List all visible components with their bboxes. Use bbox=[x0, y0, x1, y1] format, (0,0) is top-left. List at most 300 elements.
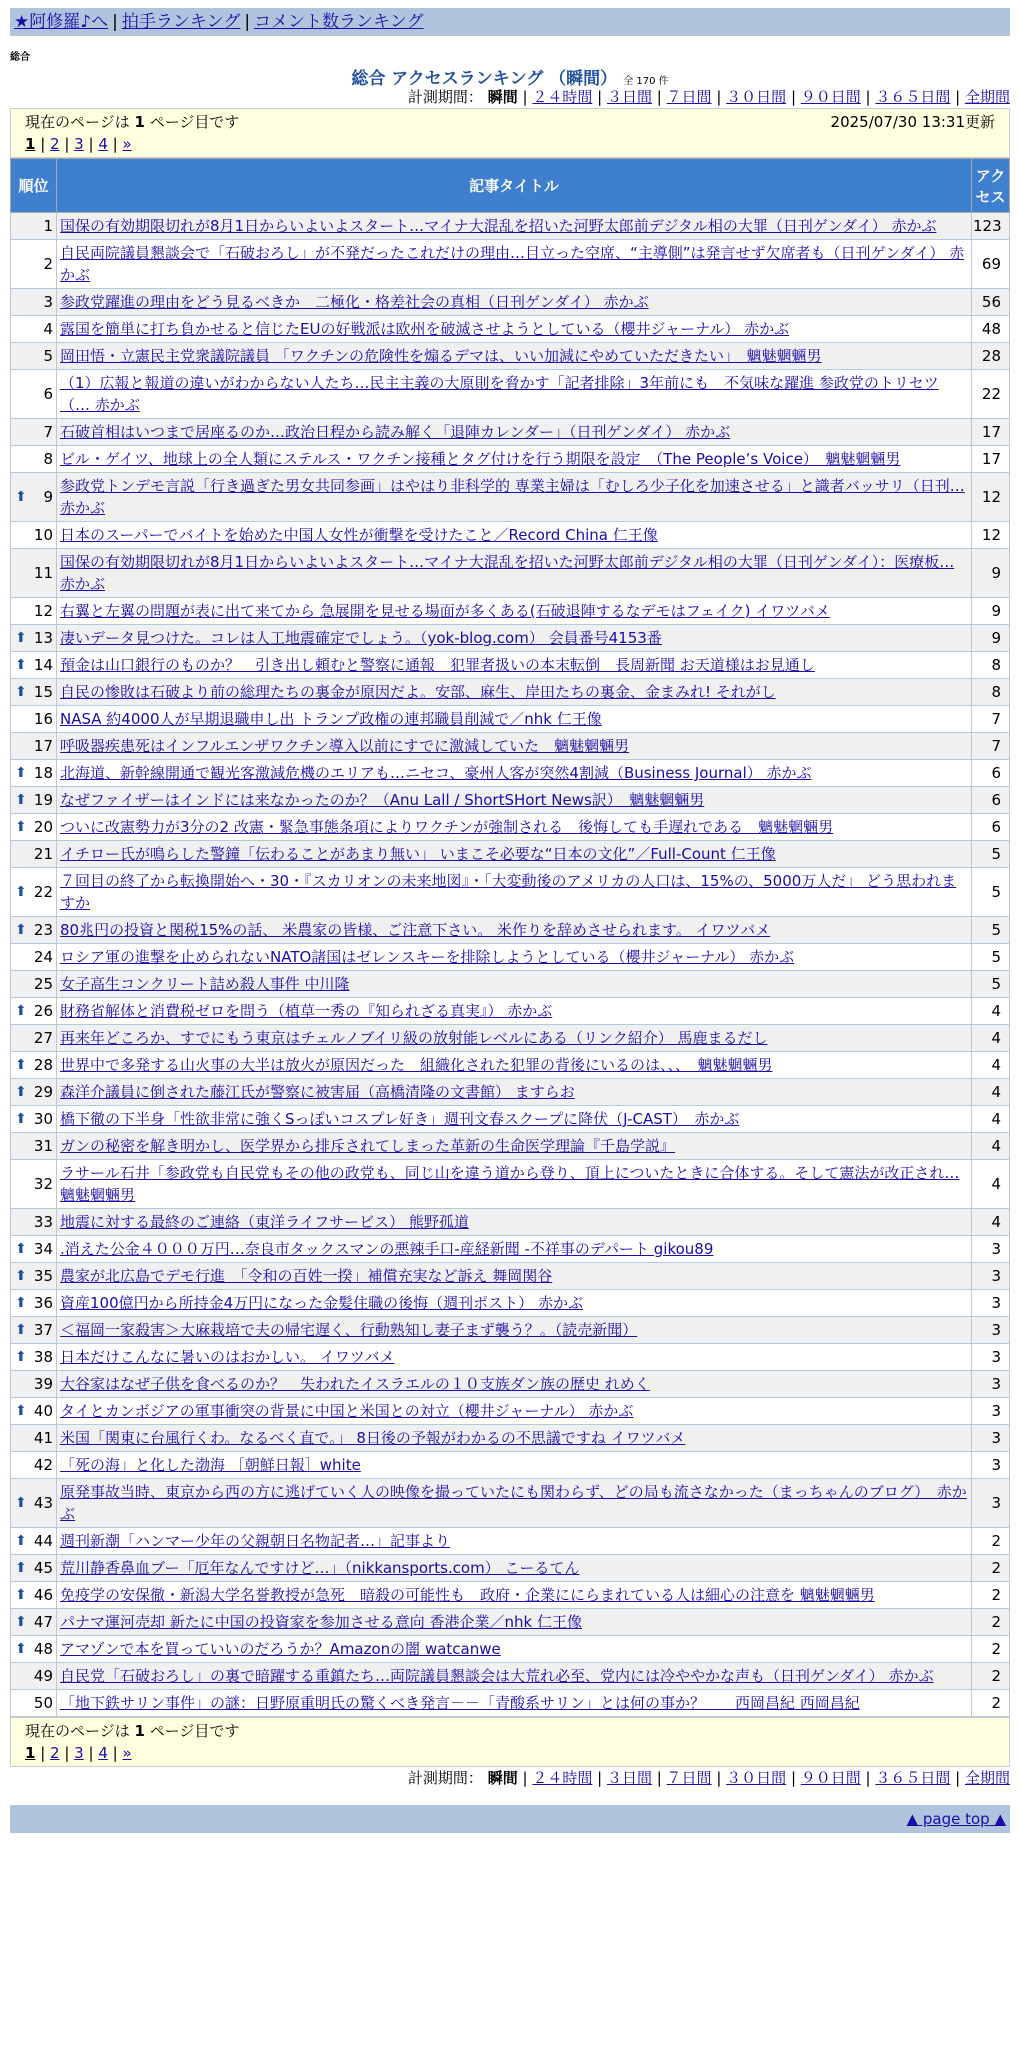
separator: | bbox=[59, 135, 75, 153]
table-row bbox=[11, 316, 1010, 343]
page-link[interactable]: 2 bbox=[50, 1744, 60, 1762]
article-title-link[interactable]: 日本だけこんなに暑いのはおかしい。 イワツバメ bbox=[60, 1348, 395, 1366]
access-count: 12 bbox=[972, 473, 1010, 522]
access-count: 5 bbox=[972, 944, 1010, 971]
period-option-link[interactable]: ３６５日間 bbox=[875, 88, 951, 106]
title-cell bbox=[57, 1209, 972, 1236]
table-row bbox=[11, 733, 1010, 760]
table-row bbox=[11, 760, 1010, 787]
item-count: 全 170 件 bbox=[623, 76, 669, 87]
rank-number: 11 bbox=[33, 564, 53, 582]
access-count: 5 bbox=[972, 917, 1010, 944]
article-title-link[interactable]: 女子高生コンクリート詰め殺人事件 中川隆 bbox=[60, 975, 350, 993]
article-title-link[interactable]: 自民党「石破おろし」の裏で暗躍する重鎮たち…両院議員懇談会は大荒れ必至、党内には冷ややかな声も（日刊ゲンダイ） 赤かぶ bbox=[60, 1667, 934, 1685]
rank-cell bbox=[11, 1160, 57, 1209]
table-row bbox=[11, 1479, 1010, 1528]
rank-up-arrow-icon: ⬆ bbox=[15, 1495, 27, 1511]
table-row bbox=[11, 1263, 1010, 1290]
table-row bbox=[11, 240, 1010, 289]
rank-number: 27 bbox=[33, 1029, 53, 1047]
article-title-link[interactable]: 露国を簡単に打ち負かせると信じたEUの好戦派は欧州を破滅させようとしている（櫻井ジャーナル） 赤かぶ bbox=[60, 320, 790, 338]
page-status: 現在のページは 1 ページ目です bbox=[25, 113, 240, 131]
access-count: 3 bbox=[972, 1263, 1010, 1290]
article-title-link[interactable]: 凄いデータ見つけた。コレは人工地震確定でしょう。（yok-blog.com） 会員番号4153番 bbox=[60, 629, 662, 647]
article-title-link[interactable]: 北海道、新幹線開通で観光客激減危機のエリアも…ニセコ、豪州人客が突然4割減（Business Journal） 赤かぶ bbox=[60, 764, 812, 782]
rank-number: 48 bbox=[33, 1640, 53, 1658]
title-cell bbox=[57, 343, 972, 370]
breadcrumb: 総合 bbox=[10, 52, 30, 63]
period-current: 瞬間 bbox=[487, 1769, 518, 1787]
article-title-link[interactable]: 森洋介議員に倒された藤江氏が警察に被害届（高橋清隆の文書館） ますらお bbox=[60, 1083, 575, 1101]
table-row bbox=[11, 1290, 1010, 1317]
table-row bbox=[11, 473, 1010, 522]
rank-up-arrow-icon: ⬆ bbox=[15, 1322, 27, 1338]
table-row bbox=[11, 625, 1010, 652]
rank-cell bbox=[11, 1209, 57, 1236]
rank-number: 3 bbox=[43, 293, 53, 311]
title-cell bbox=[57, 998, 972, 1025]
rank-number: 4 bbox=[43, 320, 53, 338]
access-count: 3 bbox=[972, 1398, 1010, 1425]
table-row bbox=[11, 787, 1010, 814]
article-title-link[interactable]: 週刊新潮「ハンマー少年の父親朝日名物記者…」記事より bbox=[60, 1532, 451, 1550]
rank-up-arrow-icon: ⬆ bbox=[15, 1641, 27, 1657]
access-count: 7 bbox=[972, 706, 1010, 733]
rank-cell bbox=[11, 971, 57, 998]
title-cell bbox=[57, 944, 972, 971]
period-option-link[interactable]: ７日間 bbox=[666, 1769, 712, 1787]
rank-number: 25 bbox=[33, 975, 53, 993]
access-count: 8 bbox=[972, 652, 1010, 679]
title-cell bbox=[57, 1528, 972, 1555]
title-cell bbox=[57, 1582, 972, 1609]
rank-cell bbox=[11, 841, 57, 868]
period-option-link[interactable]: ３日間 bbox=[606, 88, 652, 106]
access-count: 4 bbox=[972, 1209, 1010, 1236]
access-count: 3 bbox=[972, 1371, 1010, 1398]
access-count: 17 bbox=[972, 419, 1010, 446]
table-row bbox=[11, 213, 1010, 240]
page-current: 1 bbox=[25, 1744, 36, 1762]
table-row bbox=[11, 1371, 1010, 1398]
rank-number: 50 bbox=[33, 1694, 53, 1712]
article-title-link[interactable]: 「地下鉄サリン事件」の謎：日野原重明氏の驚くべき発言－－「青酸系サリン」とは何の事か？ 西岡昌紀 西岡昌紀 bbox=[60, 1694, 860, 1712]
period-selector-bottom bbox=[10, 1767, 1010, 1789]
access-count: 9 bbox=[972, 598, 1010, 625]
title-cell bbox=[57, 1609, 972, 1636]
access-count: 5 bbox=[972, 868, 1010, 917]
article-title-link[interactable]: 大谷家はなぜ子供を食べるのか？ 失われたイスラエルの１０支族ダン族の歴史 れめく bbox=[60, 1375, 650, 1393]
article-title-link[interactable]: タイとカンボジアの軍事衝突の背景に中国と米国との対立（櫻井ジャーナル） 赤かぶ bbox=[60, 1402, 634, 1420]
separator: | bbox=[522, 1769, 533, 1787]
rank-number: 23 bbox=[33, 921, 53, 939]
article-title-link[interactable]: 資産100億円から所持金4万円になった金髪住職の後悔（週刊ポスト） 赤かぶ bbox=[60, 1294, 583, 1312]
rank-number: 44 bbox=[33, 1532, 53, 1550]
access-count: 22 bbox=[972, 370, 1010, 419]
title-cell bbox=[57, 706, 972, 733]
title-cell bbox=[57, 1025, 972, 1052]
table-row bbox=[11, 868, 1010, 917]
rank-cell bbox=[11, 998, 57, 1025]
table-row bbox=[11, 1209, 1010, 1236]
article-title-link[interactable]: パナマ運河売却 新たに中国の投資家を参加させる意向 香港企業／nhk 仁王像 bbox=[60, 1613, 583, 1631]
page-status: 現在のページは 1 ページ目です bbox=[25, 1722, 240, 1740]
title-cell bbox=[57, 1290, 972, 1317]
access-count: 17 bbox=[972, 446, 1010, 473]
period-option-link[interactable]: 全期間 bbox=[964, 1769, 1010, 1787]
rank-number: 8 bbox=[43, 450, 53, 468]
page-link[interactable]: 2 bbox=[50, 135, 60, 153]
separator: | bbox=[35, 1744, 51, 1762]
access-count: 56 bbox=[972, 289, 1010, 316]
table-row bbox=[11, 1636, 1010, 1663]
article-title-link[interactable]: 80兆円の投資と関税15%の話、 米農家の皆様、ご注意下さい。 米作りを辞めさせられます。 イワツバメ bbox=[60, 921, 771, 939]
separator: | bbox=[860, 1769, 876, 1787]
page-link[interactable]: 3 bbox=[74, 1744, 84, 1762]
rank-up-arrow-icon: ⬆ bbox=[15, 1403, 27, 1419]
rank-cell bbox=[11, 1398, 57, 1425]
article-title-link[interactable]: ビル・ゲイツ、地球上の全人類にステルス・ワクチン接種とタグ付けを行う期限を設定 （The People’s Voice） 魑魅魍魎男 bbox=[60, 450, 901, 468]
access-count: 28 bbox=[972, 343, 1010, 370]
rank-number: 1 bbox=[43, 217, 53, 235]
rank-up-arrow-icon: ⬆ bbox=[15, 684, 27, 700]
title-cell bbox=[57, 1052, 972, 1079]
period-option-link[interactable]: ２４時間 bbox=[532, 1769, 593, 1787]
access-count: 12 bbox=[972, 522, 1010, 549]
title-cell bbox=[57, 971, 972, 998]
access-count: 5 bbox=[972, 971, 1010, 998]
rank-up-arrow-icon: ⬆ bbox=[15, 489, 27, 505]
rank-number: 46 bbox=[33, 1586, 53, 1604]
top-nav-bar bbox=[10, 8, 1010, 36]
title-header: 記事タイトル bbox=[57, 159, 972, 213]
period-label: 計測期間： bbox=[407, 88, 483, 106]
article-title-link[interactable]: .消えた公金４０００万円…奈良市タックスマンの悪辣手口-産経新聞 -不祥事のデパート gikou89 bbox=[60, 1240, 714, 1258]
nav-home-link[interactable]: ★阿修羅♪へ bbox=[14, 12, 109, 32]
rank-number: 13 bbox=[33, 629, 53, 647]
article-title-link[interactable]: 再来年どころか、すでにもう東京はチェルノブイリ級の放射能レベルにある（リンク紹介） 馬鹿まるだし bbox=[60, 1029, 768, 1047]
rank-cell bbox=[11, 240, 57, 289]
access-count: 9 bbox=[972, 625, 1010, 652]
access-count: 2 bbox=[972, 1663, 1010, 1690]
table-row bbox=[11, 289, 1010, 316]
access-count: 6 bbox=[972, 760, 1010, 787]
rank-cell bbox=[11, 1528, 57, 1555]
period-option-link[interactable]: 全期間 bbox=[964, 88, 1010, 106]
rank-number: 12 bbox=[33, 602, 53, 620]
title-cell bbox=[57, 598, 972, 625]
rank-number: 5 bbox=[43, 347, 53, 365]
period-option-link[interactable]: ９０日間 bbox=[800, 88, 861, 106]
access-count: 2 bbox=[972, 1555, 1010, 1582]
page-title-text: 総合 アクセスランキング （瞬間） bbox=[351, 69, 618, 89]
rank-cell bbox=[11, 787, 57, 814]
article-title-link[interactable]: 国保の有効期限切れが8月1日からいよいよスタート…マイナ大混乱を招いた河野太郎前デジタル相の大罪（日刊ゲンダイ）：医療板… 赤かぶ bbox=[60, 553, 955, 593]
separator: | bbox=[83, 135, 99, 153]
table-row bbox=[11, 1582, 1010, 1609]
rank-cell bbox=[11, 679, 57, 706]
rank-number: 10 bbox=[33, 526, 53, 544]
period-current: 瞬間 bbox=[487, 88, 518, 106]
pager-bottom bbox=[10, 1717, 1010, 1767]
article-title-link[interactable]: 原発事故当時、東京から西の方に逃げていく人の映像を撮っていたにも関わらず、どの局も流さなかった（まっちゃんのブログ） 赤かぶ bbox=[60, 1483, 967, 1523]
rank-cell bbox=[11, 944, 57, 971]
article-title-link[interactable]: 預金は山口銀行のものか？ 引き出し頼むと警察に通報 犯罪者扱いの本末転倒 長周新聞 お天道様はお見通し bbox=[60, 656, 815, 674]
rank-up-arrow-icon: ⬆ bbox=[15, 765, 27, 781]
period-option-link[interactable]: ９０日間 bbox=[800, 1769, 861, 1787]
article-title-link[interactable]: 財務省解体と消費税ゼロを問う（植草一秀の『知られざる真実』） 赤かぶ bbox=[60, 1002, 553, 1020]
access-count: 3 bbox=[972, 1479, 1010, 1528]
period-option-link[interactable]: ３０日間 bbox=[726, 1769, 787, 1787]
rank-number: 17 bbox=[33, 737, 53, 755]
table-row bbox=[11, 944, 1010, 971]
period-option-link[interactable]: ３０日間 bbox=[726, 88, 787, 106]
article-title-link[interactable]: 右翼と左翼の問題が表に出て来てから 急展開を見せる場面が多くある(石破退陣するなデモはフェイク) イワツバメ bbox=[60, 602, 830, 620]
article-title-link[interactable]: 国保の有効期限切れが8月1日からいよいよスタート…マイナ大混乱を招いた河野太郎前デジタル相の大罪（日刊ゲンダイ） 赤かぶ bbox=[60, 217, 937, 235]
title-cell bbox=[57, 1263, 972, 1290]
rank-up-arrow-icon: ⬆ bbox=[15, 819, 27, 835]
rank-number: 22 bbox=[33, 883, 53, 901]
title-cell bbox=[57, 473, 972, 522]
rank-number: 32 bbox=[33, 1175, 53, 1193]
page-links bbox=[25, 1742, 995, 1764]
updated-timestamp: 2025/07/30 13:31更新 bbox=[830, 113, 995, 131]
article-title-link[interactable]: ７回目の終了から転換開始へ・30・『スカリオンの未来地図』・「大変動後のアメリカの人口は、15%の、5000万人だ」 どう思われますか bbox=[60, 872, 957, 912]
rank-number: 24 bbox=[33, 948, 53, 966]
title-cell bbox=[57, 1133, 972, 1160]
access-count: 69 bbox=[972, 240, 1010, 289]
access-header: アクセス bbox=[972, 159, 1010, 213]
article-title-link[interactable]: 免疫学の安保徹・新潟大学名誉教授が急死 暗殺の可能性も 政府・企業ににらまれている人は細心の注意を 魑魅魍魎男 bbox=[60, 1586, 875, 1604]
period-option-link[interactable]: ３日間 bbox=[606, 1769, 652, 1787]
page-link[interactable]: 3 bbox=[74, 135, 84, 153]
table-row bbox=[11, 1133, 1010, 1160]
pager-top bbox=[10, 108, 1010, 158]
title-cell bbox=[57, 1636, 972, 1663]
rank-number: 2 bbox=[43, 255, 53, 273]
article-title-link[interactable]: ガンの秘密を解き明かし、医学界から排斥されてしまった革新の生命医学理論『千島学説』 bbox=[60, 1137, 676, 1155]
rank-cell bbox=[11, 343, 57, 370]
table-row bbox=[11, 652, 1010, 679]
rank-cell bbox=[11, 316, 57, 343]
rank-number: 9 bbox=[43, 488, 53, 506]
title-cell bbox=[57, 679, 972, 706]
rank-number: 18 bbox=[33, 764, 53, 782]
title-cell bbox=[57, 652, 972, 679]
rank-cell bbox=[11, 1452, 57, 1479]
title-cell bbox=[57, 213, 972, 240]
rank-number: 43 bbox=[33, 1494, 53, 1512]
rank-number: 33 bbox=[33, 1213, 53, 1231]
article-title-link[interactable]: ついに改憲勢力が3分の2 改憲・緊急事態条項によりワクチンが強制される 後悔しても手遅れである 魑魅魍魎男 bbox=[60, 818, 834, 836]
rank-cell bbox=[11, 1079, 57, 1106]
table-row bbox=[11, 1079, 1010, 1106]
title-cell bbox=[57, 1425, 972, 1452]
separator: | bbox=[59, 1744, 75, 1762]
title-cell bbox=[57, 1690, 972, 1717]
article-title-link[interactable]: 参政党躍進の理由をどう見るべきか 二極化・格差社会の真相（日刊ゲンダイ） 赤かぶ bbox=[60, 293, 649, 311]
article-title-link[interactable]: 農家が北広島でデモ行進 「令和の百姓一揆」補償充実など訴え 舞岡関谷 bbox=[60, 1267, 553, 1285]
article-title-link[interactable]: 石破首相はいつまで居座るのか…政治日程から読み解く「退陣カレンダー」（日刊ゲンダイ） 赤かぶ bbox=[60, 423, 731, 441]
period-option-link[interactable]: ２４時間 bbox=[532, 88, 593, 106]
title-cell bbox=[57, 370, 972, 419]
article-title-link[interactable]: 自民の惨敗は石破より前の総理たちの裏金が原因だよ。安部、麻生、岸田たちの裏金、金まみれ! それがし bbox=[60, 683, 776, 701]
rank-cell bbox=[11, 1690, 57, 1717]
access-count: 4 bbox=[972, 998, 1010, 1025]
article-title-link[interactable]: 荒川静香鼻血ブー「厄年なんですけど…」（nikkansports.com） こーるてん bbox=[60, 1559, 580, 1577]
rank-up-arrow-icon: ⬆ bbox=[15, 657, 27, 673]
title-cell bbox=[57, 316, 972, 343]
rank-number: 16 bbox=[33, 710, 53, 728]
rank-cell bbox=[11, 733, 57, 760]
next-page-link[interactable]: » bbox=[122, 135, 132, 153]
article-title-link[interactable]: NASA 約4000人が早期退職申し出 トランプ政権の連邦職員削減で／nhk 仁王像 bbox=[60, 710, 602, 728]
article-title-link[interactable]: ＜福岡一家殺害＞大麻栽培で夫の帰宅遅く、行動熟知し妻子まず襲う？。（読売新聞） bbox=[60, 1321, 638, 1339]
rank-up-arrow-icon: ⬆ bbox=[15, 1241, 27, 1257]
table-row bbox=[11, 446, 1010, 473]
title-cell bbox=[57, 625, 972, 652]
next-page-link[interactable]: » bbox=[122, 1744, 132, 1762]
rank-number: 19 bbox=[33, 791, 53, 809]
rank-number: 21 bbox=[33, 845, 53, 863]
article-title-link[interactable]: 岡田悟・立憲民主党衆議院議員 「ワクチンの危険性を煽るデマは、いい加減にやめていただきたい」 魑魅魍魎男 bbox=[60, 347, 822, 365]
rank-up-arrow-icon: ⬆ bbox=[15, 630, 27, 646]
article-title-link[interactable]: 橋下徹の下半身「性欲非常に強くSっぽいコスプレ好き」週刊文春スクープに降伏（J-CAST） 赤かぶ bbox=[60, 1110, 740, 1128]
article-title-link[interactable]: 参政党トンデモ言説「行き過ぎた男女共同参画」はやはり非科学的 専業主婦は「むしろ少子化を加速させる」と識者バッサリ（日刊… 赤かぶ bbox=[60, 477, 965, 517]
table-row bbox=[11, 841, 1010, 868]
separator: | bbox=[711, 88, 727, 106]
title-cell bbox=[57, 1236, 972, 1263]
access-count: 7 bbox=[972, 733, 1010, 760]
access-count: 3 bbox=[972, 1425, 1010, 1452]
rank-up-arrow-icon: ⬆ bbox=[15, 1057, 27, 1073]
article-title-link[interactable]: 米国「関東に台風行くわ。なるべく直で。」 8日後の予報がわかるの不思議ですね イワツバメ bbox=[60, 1429, 686, 1447]
ranking-table bbox=[10, 158, 1010, 1717]
rank-number: 29 bbox=[33, 1083, 53, 1101]
rank-up-arrow-icon: ⬆ bbox=[15, 884, 27, 900]
access-count: 2 bbox=[972, 1528, 1010, 1555]
rank-cell bbox=[11, 1290, 57, 1317]
title-cell bbox=[57, 868, 972, 917]
page-link[interactable]: 4 bbox=[98, 1744, 108, 1762]
rank-cell bbox=[11, 1425, 57, 1452]
rank-cell bbox=[11, 446, 57, 473]
article-title-link[interactable]: アマゾンで本を買っていいのだろうか？Amazonの闇 watcanwe bbox=[60, 1640, 501, 1658]
title-cell bbox=[57, 1106, 972, 1133]
article-title-link[interactable]: 自民両院議員懇談会で「石破おろし」が不発だったこれだけの理由…目立った空席、“主導側”は発言せず欠席者も（日刊ゲンダイ） 赤かぶ bbox=[60, 244, 965, 284]
article-title-link[interactable]: 地震に対する最終のご連絡（東洋ライフサービス） 熊野孤道 bbox=[60, 1213, 469, 1231]
rank-cell bbox=[11, 652, 57, 679]
article-title-link[interactable]: 日本のスーパーでバイトを始めた中国人女性が衝撃を受けたこと／Record China 仁王像 bbox=[60, 526, 658, 544]
rank-cell bbox=[11, 625, 57, 652]
table-row bbox=[11, 679, 1010, 706]
title-cell bbox=[57, 1371, 972, 1398]
nav-comment-ranking-link[interactable]: コメント数ランキング bbox=[254, 12, 424, 32]
period-option-link[interactable]: ７日間 bbox=[666, 88, 712, 106]
title-cell bbox=[57, 1479, 972, 1528]
rank-up-arrow-icon: ⬆ bbox=[15, 1084, 27, 1100]
article-title-link[interactable]: ラサール石井「参政党も自民党もその他の政党も、同じ山を違う道から登り、頂上についたときに合体する。そして憲法が改正され… 魑魅魍魎男 bbox=[60, 1164, 960, 1204]
rank-cell bbox=[11, 1582, 57, 1609]
rank-cell bbox=[11, 760, 57, 787]
rank-up-arrow-icon: ⬆ bbox=[15, 1111, 27, 1127]
table-row bbox=[11, 971, 1010, 998]
access-count: 4 bbox=[972, 1133, 1010, 1160]
article-title-link[interactable]: 世界中で多発する山火事の大半は放火が原因だった 組織化された犯罪の背後にいるのは、、、 魑魅魍魎男 bbox=[60, 1056, 773, 1074]
table-row bbox=[11, 1663, 1010, 1690]
table-row bbox=[11, 1344, 1010, 1371]
rank-up-arrow-icon: ⬆ bbox=[15, 1560, 27, 1576]
rank-cell bbox=[11, 1609, 57, 1636]
article-title-link[interactable]: 呼吸器疾患死はインフルエンザワクチン導入以前にすでに激減していた 魑魅魍魎男 bbox=[60, 737, 630, 755]
rank-cell bbox=[11, 1106, 57, 1133]
title-cell bbox=[57, 446, 972, 473]
article-title-link[interactable]: 「死の海」と化した渤海 ［朝鮮日報］white bbox=[60, 1456, 361, 1474]
rank-cell bbox=[11, 1263, 57, 1290]
access-count: 4 bbox=[972, 1052, 1010, 1079]
access-count: 4 bbox=[972, 1160, 1010, 1209]
title-cell bbox=[57, 1344, 972, 1371]
rank-number: 28 bbox=[33, 1056, 53, 1074]
nav-clap-ranking-link[interactable]: 拍手ランキング bbox=[121, 12, 241, 32]
access-count: 3 bbox=[972, 1317, 1010, 1344]
title-cell bbox=[57, 917, 972, 944]
access-count: 3 bbox=[972, 1452, 1010, 1479]
title-cell bbox=[57, 1317, 972, 1344]
page-link[interactable]: 4 bbox=[98, 135, 108, 153]
period-option-link[interactable]: ３６５日間 bbox=[875, 1769, 951, 1787]
separator: | bbox=[651, 1769, 667, 1787]
table-row bbox=[11, 1106, 1010, 1133]
rank-cell bbox=[11, 868, 57, 917]
title-cell bbox=[57, 841, 972, 868]
rank-header: 順位 bbox=[11, 159, 57, 213]
article-title-link[interactable]: （1）広報と報道の違いがわからない人たち…民主主義の大原則を脅かす「記者排除」3年前にも 不気味な躍進 参政党のトリセツ（… 赤かぶ bbox=[60, 374, 939, 414]
rank-up-arrow-icon: ⬆ bbox=[15, 1533, 27, 1549]
rank-number: 40 bbox=[33, 1402, 53, 1420]
rank-number: 49 bbox=[33, 1667, 53, 1685]
separator: | bbox=[711, 1769, 727, 1787]
title-cell bbox=[57, 1160, 972, 1209]
rank-number: 42 bbox=[33, 1456, 53, 1474]
page-top-link[interactable]: ▲ page top ▲ bbox=[906, 1810, 1006, 1828]
article-title-link[interactable]: ロシア軍の進撃を止められないNATO諸国はゼレンスキーを排除しようとしている（櫻井ジャーナル） 赤かぶ bbox=[60, 948, 795, 966]
article-title-link[interactable]: イチロー氏が鳴らした警鐘「伝わることがあまり無い」 いまこそ必要な“日本の文化”／Full-Count 仁王像 bbox=[60, 845, 776, 863]
access-count: 6 bbox=[972, 814, 1010, 841]
rank-cell bbox=[11, 1236, 57, 1263]
separator: | bbox=[592, 88, 607, 106]
table-row bbox=[11, 706, 1010, 733]
table-row bbox=[11, 1609, 1010, 1636]
article-title-link[interactable]: なぜファイザーはインドには来なかったのか？（Anu Lall / ShortSHort News訳） 魑魅魍魎男 bbox=[60, 791, 705, 809]
rank-up-arrow-icon: ⬆ bbox=[15, 922, 27, 938]
separator: | bbox=[786, 1769, 801, 1787]
table-row bbox=[11, 598, 1010, 625]
rank-number: 20 bbox=[33, 818, 53, 836]
rank-number: 34 bbox=[33, 1240, 53, 1258]
rank-cell bbox=[11, 598, 57, 625]
page-title bbox=[10, 64, 1010, 89]
access-count: 4 bbox=[972, 1106, 1010, 1133]
access-count: 48 bbox=[972, 316, 1010, 343]
title-cell bbox=[57, 419, 972, 446]
rank-number: 30 bbox=[33, 1110, 53, 1128]
rank-cell bbox=[11, 1479, 57, 1528]
title-cell bbox=[57, 733, 972, 760]
rank-cell bbox=[11, 289, 57, 316]
rank-cell bbox=[11, 549, 57, 598]
access-count: 2 bbox=[972, 1636, 1010, 1663]
